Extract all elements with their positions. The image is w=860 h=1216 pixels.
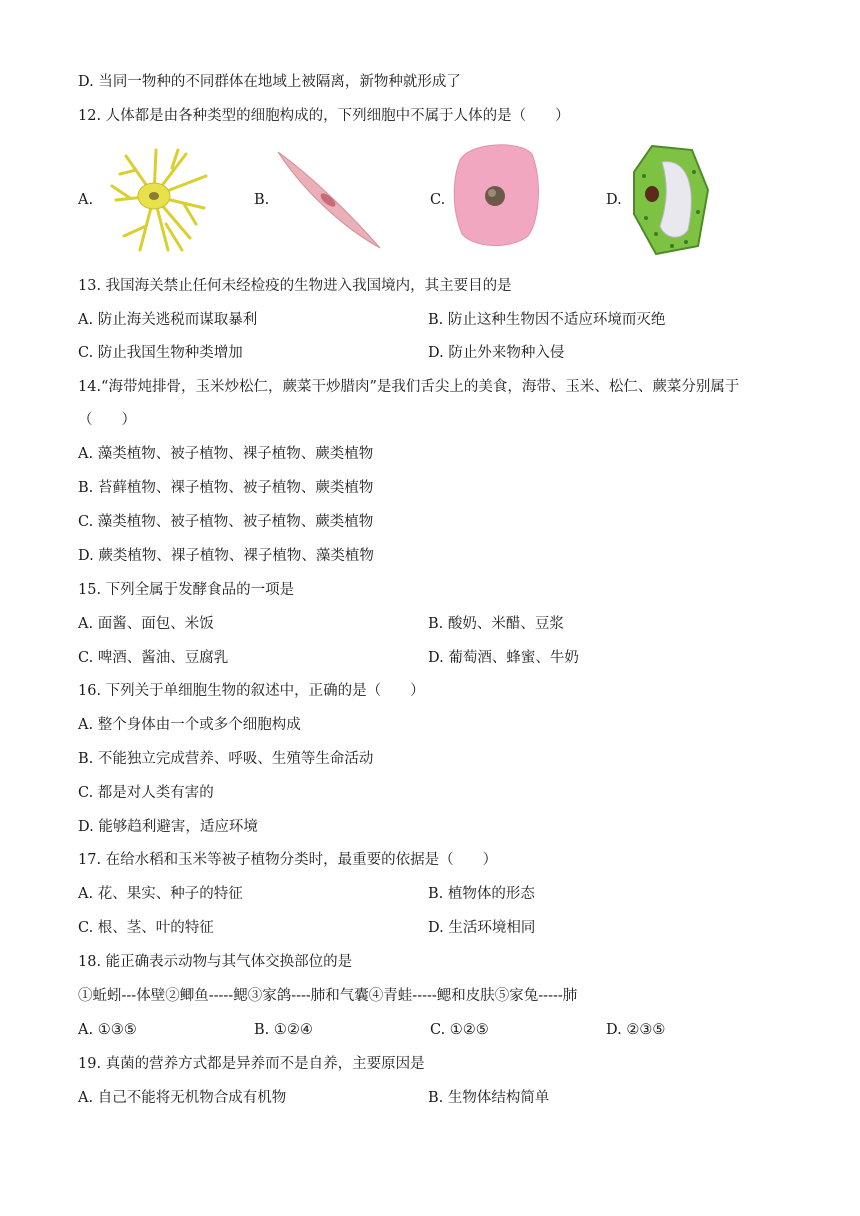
q17-row-1 (78, 884, 778, 904)
q17-option-a: A. 花、果实、种子的特征 (78, 886, 243, 902)
q13-row-1 (78, 310, 778, 330)
q16-option-b: B. 不能独立完成营养、呼吸、生殖等生命活动 (78, 751, 374, 767)
q16-option-d: D. 能够趋利避害，适应环境 (78, 819, 258, 835)
q16-option-c: C. 都是对人类有害的 (78, 785, 214, 801)
q19-option-b: B. 生物体结构简单 (428, 1090, 550, 1106)
q15-stem: 15. 下列全属于发酵食品的一项是 (78, 582, 295, 598)
q13-row-2 (78, 343, 778, 363)
q19-row-1 (78, 1088, 778, 1108)
q19-option-a: A. 自己不能将无机物合成有机物 (78, 1090, 287, 1106)
q14-option-d: D. 蕨类植物、裸子植物、裸子植物、藻类植物 (78, 548, 374, 564)
q12-option-c-label: C. (430, 192, 446, 208)
q13-option-a: A. 防止海关逃税而谋取暴利 (78, 312, 258, 328)
q14-option-c: C. 藻类植物、被子植物、被子植物、蕨类植物 (78, 514, 374, 530)
muscle-cell-image (274, 148, 384, 252)
epithelial-cell-image (450, 140, 540, 248)
q11-option-d: D. 当同一物种的不同群体在地域上被隔离，新物种就形成了 (78, 74, 461, 90)
q15-option-d: D. 葡萄酒、蜂蜜、牛奶 (428, 650, 579, 666)
q14-option-b: B. 苔藓植物、裸子植物、被子植物、蕨类植物 (78, 480, 374, 496)
q17-option-c: C. 根、茎、叶的特征 (78, 920, 214, 936)
neuron-cell-image (106, 146, 212, 256)
q17-option-d: D. 生活环境相同 (428, 920, 536, 936)
plant-cell-image (628, 142, 712, 258)
q13-option-b: B. 防止这种生物因不适应环境而灭绝 (428, 312, 666, 328)
q18-option-b: B. ①②④ (254, 1022, 313, 1038)
q18-option-d: D. ②③⑤ (606, 1022, 666, 1038)
q14-stem-line-2: （ ） (78, 412, 136, 428)
q12-option-d-label: D. (606, 192, 622, 208)
q18-option-a: A. ①③⑤ (78, 1022, 137, 1038)
q15-row-2 (78, 648, 778, 668)
q15-option-c: C. 啤酒、酱油、豆腐乳 (78, 650, 229, 666)
q15-option-b: B. 酸奶、米醋、豆浆 (428, 616, 564, 632)
q16-stem: 16. 下列关于单细胞生物的叙述中，正确的是（ ） (78, 683, 425, 699)
q17-row-2 (78, 918, 778, 938)
q18-items: ①蚯蚓---体壁②鲫鱼-----鳃③家鸽----肺和气囊④青蛙-----鳃和皮肤⑤家兔-----肺 (78, 988, 578, 1004)
q13-option-d: D. 防止外来物种入侵 (428, 345, 565, 361)
q18-option-c: C. ①②⑤ (430, 1022, 489, 1038)
q12-cell-options (78, 140, 778, 260)
q16-option-a: A. 整个身体由一个或多个细胞构成 (78, 717, 301, 733)
q17-stem: 17. 在给水稻和玉米等被子植物分类时，最重要的依据是（ ） (78, 852, 498, 868)
q15-option-a: A. 面酱、面包、米饭 (78, 616, 214, 632)
q13-stem: 13. 我国海关禁止任何未经检疫的生物进入我国境内，其主要目的是 (78, 278, 512, 294)
q15-row-1 (78, 614, 778, 634)
q18-stem: 18. 能正确表示动物与其气体交换部位的是 (78, 954, 353, 970)
q12-option-b-label: B. (254, 192, 270, 208)
q12-stem: 12. 人体都是由各种类型的细胞构成的，下列细胞中不属于人体的是（ ） (78, 108, 570, 124)
q14-stem-line-1: 14.“海带炖排骨，玉米炒松仁，蕨菜干炒腊肉”是我们舌尖上的美食，海带、玉米、松仁、蕨菜分别属于 (78, 379, 740, 395)
q19-stem: 19. 真菌的营养方式都是异养而不是自养，主要原因是 (78, 1056, 425, 1072)
q17-option-b: B. 植物体的形态 (428, 886, 535, 902)
q13-option-c: C. 防止我国生物种类增加 (78, 345, 243, 361)
q14-option-a: A. 藻类植物、被子植物、裸子植物、蕨类植物 (78, 446, 374, 462)
q12-option-a-label: A. (78, 192, 94, 208)
